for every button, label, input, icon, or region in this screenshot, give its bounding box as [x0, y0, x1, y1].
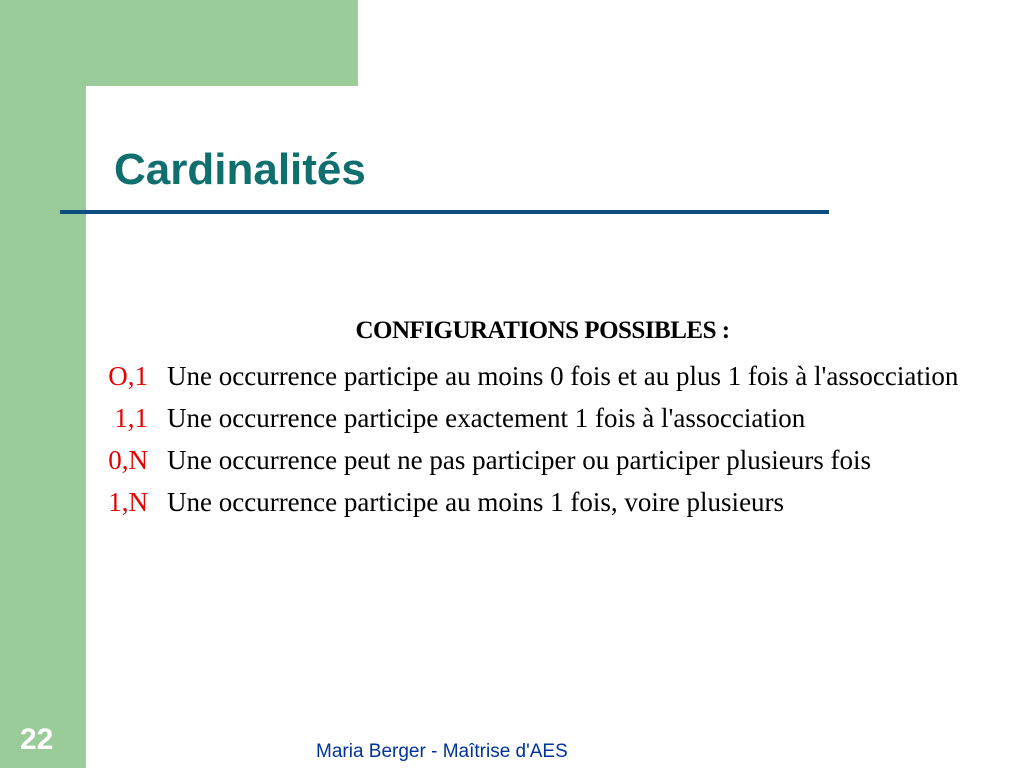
cardinality-code: 1,1 [114, 403, 148, 433]
cardinality-description: Une occurrence peut ne pas participer ou participer plusieurs fois [167, 445, 871, 475]
list-item [90, 482, 1010, 522]
list-item [90, 398, 1010, 438]
slide-number: 22 [20, 723, 54, 756]
cardinality-code: 1,N [108, 487, 148, 517]
title-underline [60, 210, 829, 214]
slide-title: Cardinalités [114, 145, 366, 194]
footer-author: Maria Berger - Maîtrise d'AES [316, 741, 568, 762]
configurations-list [90, 356, 1010, 524]
list-item [90, 356, 1010, 396]
configurations-heading: CONFIGURATIONS POSSIBLES : [355, 317, 730, 344]
cardinality-description: Une occurrence participe au moins 1 fois, voire plusieurs [167, 487, 785, 517]
cardinality-description: Une occurrence participe au moins 0 fois et au plus 1 fois à l'assocciation [167, 361, 959, 391]
slide-top-background [0, 0, 358, 86]
list-item [90, 440, 1010, 480]
cardinality-description: Une occurrence participe exactement 1 fois à l'assocciation [167, 403, 806, 433]
cardinality-code: 0,N [108, 445, 148, 475]
slide-sidebar-background [0, 0, 86, 768]
cardinality-code: O,1 [108, 361, 148, 391]
